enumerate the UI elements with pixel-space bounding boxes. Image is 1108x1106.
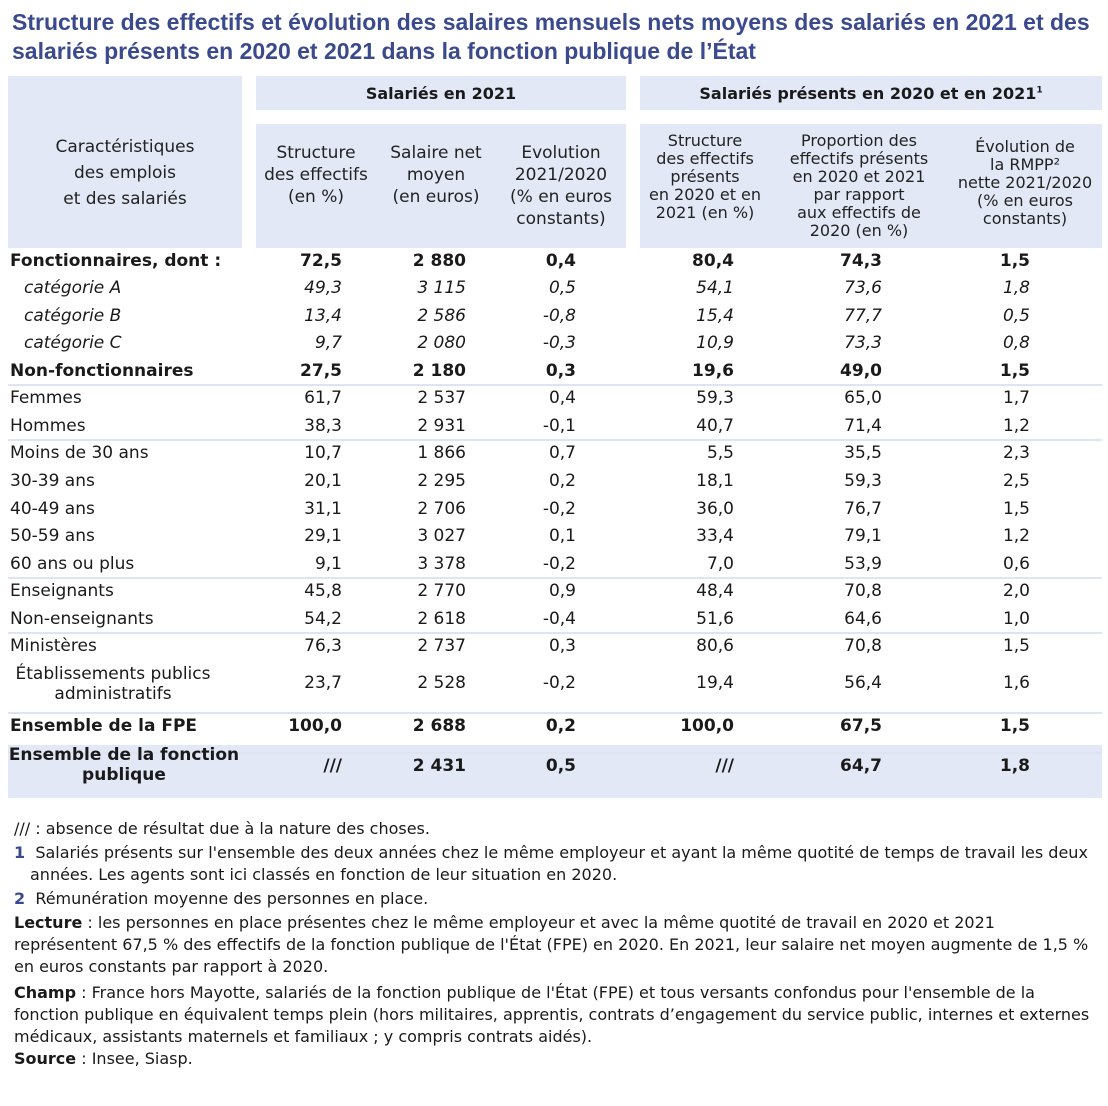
group-header-present-2020-2021: Salariés présents en 2020 et en 2021$^1$: [699, 84, 1043, 103]
table-cell: 3 115: [417, 278, 466, 298]
table-cell: 76,3: [304, 636, 342, 656]
row-header-line: des emplois: [73, 163, 177, 183]
row-label: 40-49 ans: [10, 499, 95, 519]
table-cell: 2 080: [417, 333, 466, 353]
row-label: Hommes: [10, 416, 86, 436]
column-header-line: présents: [670, 167, 740, 186]
column-header-line: Structure: [276, 143, 356, 163]
table-cell: 1,7: [1002, 388, 1030, 408]
row-label: Femmes: [10, 388, 82, 408]
table-cell: 64,7: [840, 756, 882, 776]
column-header-line: la RMPP²: [990, 155, 1060, 174]
table-cell: 56,4: [844, 673, 882, 693]
row-label: Établissements publics administratifs: [15, 664, 211, 704]
table-cell: 0,4: [548, 388, 576, 408]
table-cell: 27,5: [300, 361, 342, 381]
table-cell: 77,7: [844, 306, 882, 326]
row-label: Ensemble de la FPE: [10, 716, 198, 736]
column-header-line: constants): [982, 209, 1068, 228]
row-label: Ministères: [10, 636, 97, 656]
column-header-line: (% en euros: [977, 191, 1073, 210]
table-cell: 29,1: [304, 526, 342, 546]
table-cell: 61,7: [304, 388, 342, 408]
table-cell: 59,3: [844, 471, 882, 491]
column-header-line: 2021/2020: [514, 165, 608, 185]
table-cell: 2 706: [417, 499, 466, 519]
table-cell: 20,1: [304, 471, 342, 491]
row-label: 60 ans ou plus: [10, 554, 135, 574]
row-separator: [8, 577, 1102, 579]
column-header-line: effectifs présents: [789, 149, 929, 168]
table-cell: 0,3: [545, 361, 576, 381]
table-cell: 1,2: [1002, 526, 1030, 546]
column-header-line: nette 2021/2020: [957, 173, 1093, 192]
table-cell: 51,6: [696, 609, 734, 629]
table-cell: 59,3: [696, 388, 734, 408]
column-header-line: en 2020 et en: [648, 185, 762, 204]
table-cell: 5,5: [706, 443, 734, 463]
footnotes: [14, 818, 1099, 1070]
column-header-line: Évolution de: [975, 137, 1075, 156]
column-header: [640, 132, 770, 222]
table-cell: 1,6: [1002, 673, 1030, 693]
note-champ: Champ : France hors Mayotte, salariés de la fonction publique de l'État (FPE) et tous versants confondus pour l'ensemble de la fonction publique en équivalent temps plein (hors militaires, apprentis, contrats d’engagement du service public, internes et externes médicaux, assistants maternels et familiaux ; y compris contrats aidés).: [14, 983, 1090, 1046]
note-source: Source : Insee, Siasp.: [14, 1049, 193, 1068]
column-header-line: (en %): [287, 187, 345, 207]
note-lecture: Lecture : les personnes en place présentes chez le même employeur et avec la même quotité de travail en 2020 et 2021 représentent 67,5 % des effectifs de la fonction publique de l'État (FPE) en 2020. En 2021, leur salaire net moyen augmente de 1,5 % en euros constants par rapport à 2020.: [14, 913, 1089, 976]
row-header-line: Caractéristiques: [55, 137, 195, 157]
table-cell: 0,1: [548, 526, 576, 546]
table-cell: 49,3: [304, 278, 342, 298]
table-cell: 2 431: [412, 756, 466, 776]
table-cell: 80,4: [692, 251, 734, 271]
column-header-line: (% en euros: [510, 187, 612, 207]
table-cell: 33,4: [696, 526, 734, 546]
table-cell: 1,5: [999, 716, 1030, 736]
row-label: catégorie B: [24, 306, 122, 326]
table-cell: 0,7: [548, 443, 576, 463]
table-cell: 40,7: [696, 416, 734, 436]
table-cell: ///: [323, 756, 342, 776]
table-cell: 2 586: [417, 306, 466, 326]
group-divider: [256, 110, 626, 124]
row-label: Fonctionnaires, dont :: [10, 251, 222, 271]
table-cell: 1,0: [1002, 609, 1030, 629]
table-cell: 1,5: [1002, 499, 1030, 519]
column-header: [948, 138, 1102, 228]
column-header: [376, 142, 496, 208]
table-cell: 2 180: [412, 361, 466, 381]
table-cell: -0,2: [542, 554, 576, 574]
column-header: [496, 142, 626, 230]
row-label: catégorie C: [24, 333, 122, 353]
table-cell: 0,9: [548, 581, 576, 601]
column-header-line: 2021 (en %): [655, 203, 755, 222]
table-cell: 100,0: [680, 716, 734, 736]
table-cell: 0,4: [545, 251, 576, 271]
table-cell: 79,1: [844, 526, 882, 546]
table-cell: 2 295: [417, 471, 466, 491]
row-separator: [8, 712, 1102, 714]
column-header-line: 2020 (en %): [809, 221, 909, 240]
table-cell: 2 737: [417, 636, 466, 656]
table-cell: 71,4: [844, 416, 882, 436]
column-header-line: en 2020 et 2021: [792, 167, 926, 186]
table-cell: 23,7: [304, 673, 342, 693]
table-cell: 2,0: [1002, 581, 1030, 601]
table-cell: 1,8: [999, 756, 1030, 776]
column-header-line: constants): [516, 209, 606, 229]
table-cell: 100,0: [288, 716, 342, 736]
table-cell: 2 931: [417, 416, 466, 436]
table-cell: 2 528: [417, 673, 466, 693]
table-cell: 0,8: [1002, 333, 1030, 353]
table-cell: 13,4: [304, 306, 342, 326]
row-header-line: et des salariés: [63, 189, 187, 209]
column-header: [256, 142, 376, 208]
table-cell: 19,4: [696, 673, 734, 693]
row-label: catégorie A: [24, 278, 122, 298]
table-cell: 2 537: [417, 388, 466, 408]
table-cell: 0,3: [548, 636, 576, 656]
column-header-line: Proportion des: [801, 131, 917, 150]
table-cell: 70,8: [844, 581, 882, 601]
table-cell: 3 378: [417, 554, 466, 574]
column-header-line: Evolution: [521, 143, 601, 163]
table-cell: -0,2: [542, 499, 576, 519]
table-cell: 2 880: [412, 251, 466, 271]
table-cell: 74,3: [840, 251, 882, 271]
table-cell: 9,7: [314, 333, 342, 353]
table-cell: 48,4: [696, 581, 734, 601]
table-cell: 9,1: [314, 554, 342, 574]
table-cell: 3 027: [417, 526, 466, 546]
table-cell: 64,6: [844, 609, 882, 629]
group-divider: [640, 110, 1102, 124]
column-header: [770, 132, 948, 240]
table-cell: 35,5: [844, 443, 882, 463]
table-cell: 0,2: [545, 716, 576, 736]
table-cell: 38,3: [304, 416, 342, 436]
table-cell: 18,1: [696, 471, 734, 491]
group-header-salaries-2021: Salariés en 2021: [365, 84, 517, 103]
table-cell: 0,6: [1002, 554, 1030, 574]
row-separator: [8, 384, 1102, 386]
table-cell: ///: [715, 756, 734, 776]
column-header-line: aux effectifs de: [797, 203, 921, 222]
table-cell: 67,5: [840, 716, 882, 736]
table-cell: 36,0: [696, 499, 734, 519]
table-cell: 0,5: [1002, 306, 1030, 326]
table-cell: 15,4: [696, 306, 734, 326]
table-cell: 2,5: [1002, 471, 1030, 491]
column-header-line: Salaire net: [390, 143, 482, 163]
table-cell: 31,1: [304, 499, 342, 519]
row-label: 30-39 ans: [10, 471, 95, 491]
table-cell: 0,5: [548, 278, 576, 298]
row-separator: [8, 632, 1102, 634]
row-header: [8, 134, 242, 212]
note-absence: /// : absence de résultat due à la nature des choses.: [14, 819, 430, 838]
data-table: [8, 76, 1102, 798]
table-cell: 7,0: [706, 554, 734, 574]
table-cell: 72,5: [300, 251, 342, 271]
row-label: Moins de 30 ans: [10, 443, 149, 463]
column-header-line: Structure: [667, 131, 743, 150]
table-cell: 1,8: [1002, 278, 1030, 298]
table-cell: -0,8: [542, 306, 576, 326]
table-cell: 2,3: [1002, 443, 1030, 463]
row-label: Enseignants: [10, 581, 114, 601]
row-label: Non-fonctionnaires: [10, 361, 194, 381]
table-cell: 19,6: [692, 361, 734, 381]
table-cell: 80,6: [696, 636, 734, 656]
page-title: Structure des effectifs et évolution des salaires mensuels nets moyens des salariés en 2021 et des salariés présents en 2020 et 2021 dans la fonction publique de l’État: [12, 9, 1090, 64]
table-cell: 0,2: [548, 471, 576, 491]
table-cell: 53,9: [844, 554, 882, 574]
table-cell: 54,1: [696, 278, 734, 298]
note-1: 1 Salariés présents sur l'ensemble des deux années chez le même employeur et ayant la même quotité de temps de travail les deux années. Les agents sont ici classés en fonction de leur situation en 2020.: [14, 843, 1088, 884]
table-cell: 2 618: [417, 609, 466, 629]
table-cell: 73,3: [844, 333, 882, 353]
table-cell: -0,4: [542, 609, 576, 629]
row-separator: [8, 439, 1102, 441]
table-cell: 2 688: [412, 716, 466, 736]
column-header-line: des effectifs: [264, 165, 368, 185]
table-cell: -0,1: [542, 416, 576, 436]
table-cell: 10,9: [696, 333, 734, 353]
table-cell: 76,7: [844, 499, 882, 519]
column-header-line: moyen: [406, 165, 466, 185]
table-cell: -0,2: [542, 673, 576, 693]
column-header-line: par rapport: [813, 185, 905, 204]
table-cell: 1 866: [417, 443, 466, 463]
column-header-line: des effectifs: [656, 149, 754, 168]
table-cell: 49,0: [840, 361, 882, 381]
table-cell: -0,3: [542, 333, 576, 353]
column-header-line: (en euros): [392, 187, 480, 207]
table-cell: 70,8: [844, 636, 882, 656]
table-cell: 1,5: [999, 361, 1030, 381]
row-label: 50-59 ans: [10, 526, 95, 546]
table-cell: 2 770: [417, 581, 466, 601]
table-cell: 1,2: [1002, 416, 1030, 436]
table-cell: 1,5: [999, 251, 1030, 271]
row-label: Non-enseignants: [10, 609, 154, 629]
table-cell: 45,8: [304, 581, 342, 601]
table-cell: 65,0: [844, 388, 882, 408]
table-cell: 10,7: [304, 443, 342, 463]
note-2: 2 Rémunération moyenne des personnes en place.: [14, 889, 429, 908]
table-cell: 0,5: [545, 756, 576, 776]
table-cell: 73,6: [844, 278, 882, 298]
table-cell: 1,5: [1002, 636, 1030, 656]
table-cell: 54,2: [304, 609, 342, 629]
row-label: Ensemble de la fonction publique: [8, 745, 240, 785]
